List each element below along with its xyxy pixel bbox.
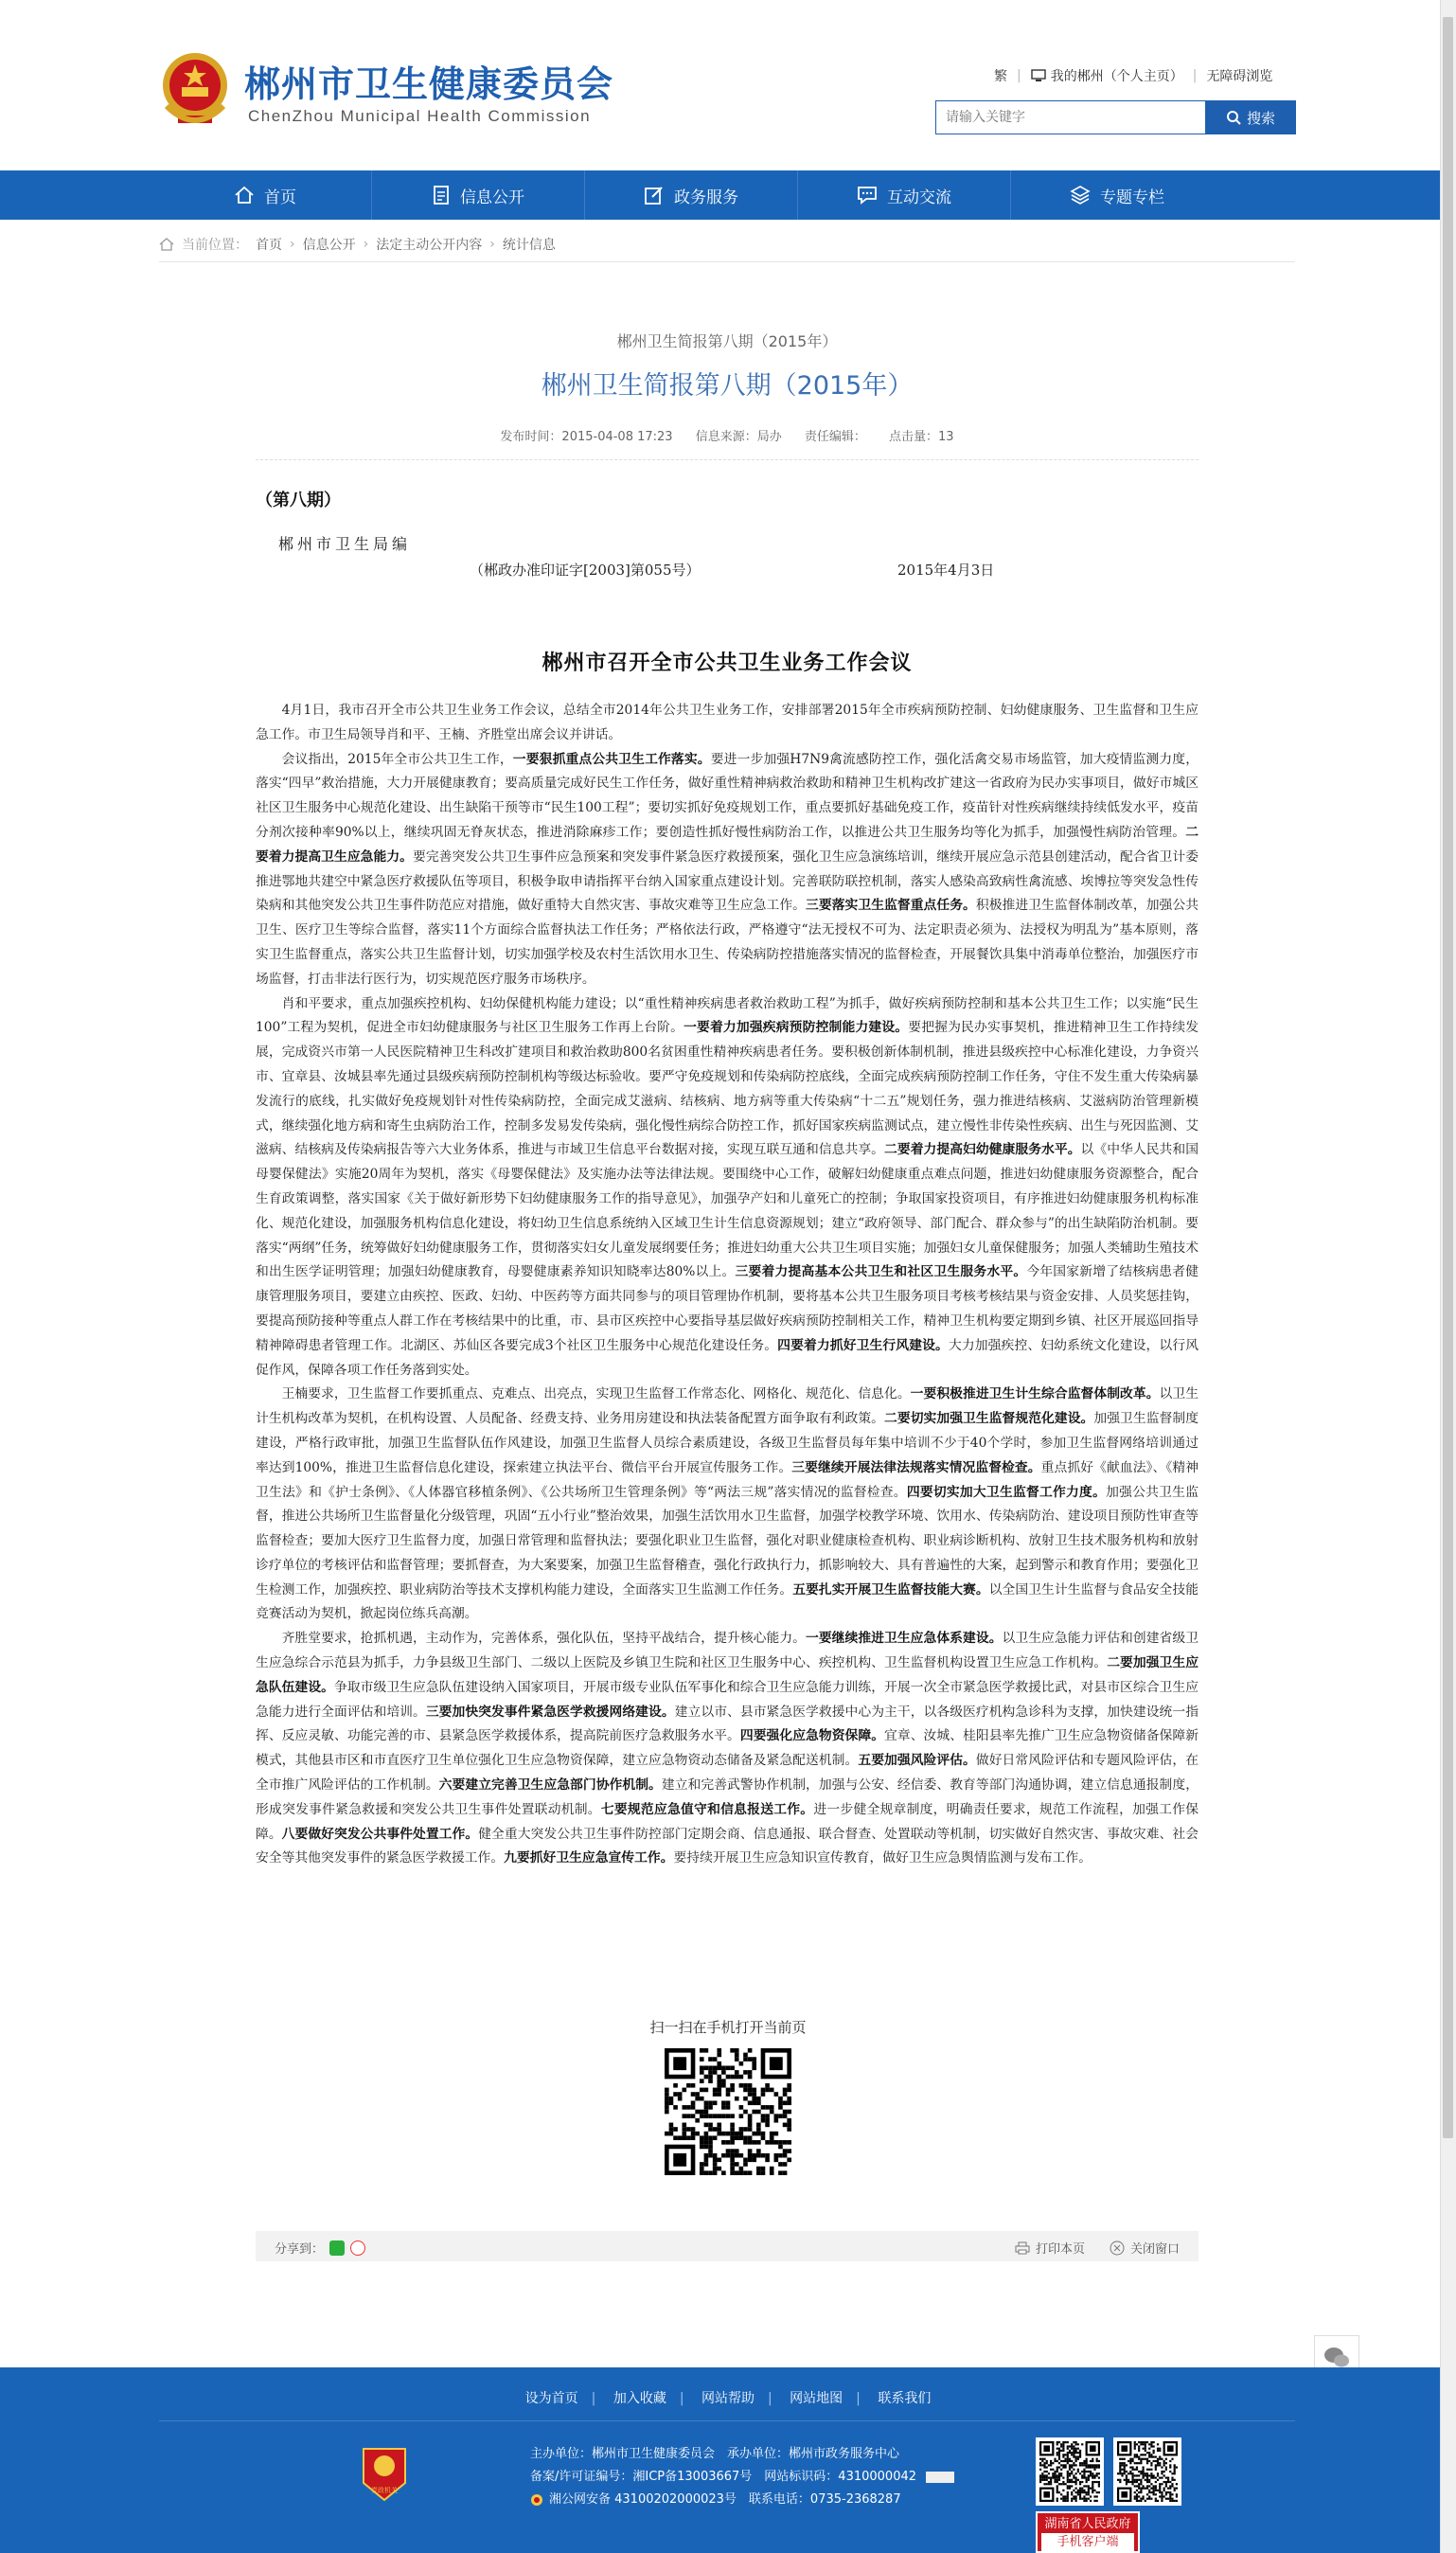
footer-link-bookmark[interactable]: 加入收藏 xyxy=(613,2391,666,2406)
weibo-share-icon[interactable] xyxy=(350,2241,365,2256)
layers-icon xyxy=(1070,185,1091,205)
gov-title: 湖南省人民政府 xyxy=(1044,2517,1131,2531)
print-button[interactable] xyxy=(1015,2239,1085,2257)
emphasis-text: 三要加快突发事件紧急医学救援网络建设。 xyxy=(425,1704,675,1720)
emphasis-text: 五要扎实开展卫生监督技能大赛。 xyxy=(792,1581,989,1598)
paragraph-text: 4月1日，我市召开全市公共卫生业务工作会议，总结全市2014年公共卫生业务工作，安排部署2015年全市疾病预防控制、妇幼健康服务、卫生监督和卫生应急工作。市卫生局领导肖和平、王楠、齐胜堂出席会议并讲话。 xyxy=(256,703,1199,742)
divider xyxy=(159,261,1295,262)
paragraph-text: 重点抓好《献血法》、《精神卫生法》和《护士条例》、《人体器官移植条例》、《公共场所卫生管理条例》等“两法三规”落实情况的监督检查。 xyxy=(256,1459,1199,1500)
police-badge-icon xyxy=(530,2493,543,2507)
document-date: 2015年4月3日 xyxy=(897,562,995,579)
chat-icon xyxy=(857,186,878,205)
article xyxy=(256,312,1199,1871)
home-icon xyxy=(159,238,174,251)
article-subhead: 郴州卫生简报第八期（2015年） xyxy=(616,332,838,350)
article-paragraph xyxy=(256,699,1199,748)
issuer: 郴州市卫生局编 xyxy=(278,535,412,553)
paragraph-text: 以卫生计生机构改革为契机，在机构设置、人员配备、经费支持、业务用房建设和执法装备配置方面争取有利政策。 xyxy=(256,1386,1199,1427)
divider xyxy=(159,2420,1295,2421)
nav-label: 专题专栏 xyxy=(1100,187,1164,207)
scrollbar-thumb[interactable] xyxy=(1443,17,1453,2138)
footer-links: 设为首页 | 加入收藏 | 网站帮助 | 网站地图 | 联系我们 xyxy=(524,2391,932,2406)
search-button[interactable] xyxy=(1205,100,1296,134)
qr-title: 扫一扫在手机打开当前页 xyxy=(649,2019,807,2036)
footer-info xyxy=(530,2443,954,2511)
main-nav xyxy=(0,170,1456,220)
publish-date: 发布时间：2015-04-08 17:23 xyxy=(500,430,673,444)
breadcrumb xyxy=(159,235,1200,254)
nav-item-info-disclosure[interactable] xyxy=(372,170,585,220)
breadcrumb-item-info[interactable]: 信息公开 xyxy=(302,238,356,253)
emphasis-text: 二要着力提高卫生应急能力。 xyxy=(256,824,1199,865)
document-number: （郴政办准印证字[2003]第055号） xyxy=(470,562,701,579)
accessibility-link[interactable]: 无障碍浏览 xyxy=(1206,69,1273,84)
footer-link-contact[interactable]: 联系我们 xyxy=(878,2391,932,2406)
breadcrumb-item-stats[interactable]: 统计信息 xyxy=(502,238,556,253)
footer-qr-code-2 xyxy=(1113,2437,1181,2506)
search-icon xyxy=(1226,110,1241,125)
monitor-icon xyxy=(1031,69,1046,82)
footer-link-set-home[interactable]: 设为首页 xyxy=(524,2391,578,2406)
paragraph-text: 要完善突发公共卫生事件应急预案和突发事件紧急医疗救援预案，强化卫生应急演练培训，继续开展应急示范县创建活动，配合省卫计委推进鄂地共建空中紧急医疗救援队伍等项目，积极争取申请指挥平台纳入国家重点建设计划。完善联防联控机制，落实人感染高致病性禽流感、埃博拉等突发急性传染病和其他突发公共卫生事件防范应对措施，做好重特大自然灾害、事故灾难等卫生应急工作。 xyxy=(256,848,1199,914)
article-title: 郴州卫生简报第八期（2015年） xyxy=(541,371,914,401)
article-paragraph xyxy=(256,1383,1199,1627)
paragraph-text: 王楠要求，卫生监督工作要抓重点、克难点、出亮点，实现卫生监督工作常态化、网格化、规范化、信息化。 xyxy=(281,1386,911,1402)
document-icon xyxy=(432,185,451,205)
party-government-badge-icon[interactable] xyxy=(360,2445,409,2504)
paragraph-text: 以卫生应急能力评估和创建省级卫生应急综合示范县为抓手，力争县级卫生部门、二级以上医院及乡镇卫生院和社区卫生服务中心、疾控机构、卫生监督机构设置卫生应急工作机构。 xyxy=(256,1631,1199,1671)
emphasis-text: 四要强化应急物资保障。 xyxy=(739,1728,885,1744)
paragraph-text: 建立以市、县市紧急医学救援中心为主干，以各级医疗机构急诊科为支撑，加快建设统一指挥、反应灵敏、功能完善的市、县紧急医学救援体系，提高院前医疗急救服务水平。 xyxy=(256,1704,1199,1744)
paragraph-text: 加强公共卫生监督，推进公共场所卫生监督量化分级管理，巩固“五小行业”整治效果，加强生活饮用水卫生监督，加强学校教学环境、饮用水、传染病防治、建设项目预防性审查等监督检查；要加大医疗卫生监督力度，加强日常管理和监督执法；要强化职业卫生监督，强化对职业健康检查机构、职业病诊断机构、放射卫生技术服务机构和放射诊疗单位的考核评估和监督管理；要抓督查，为大案要案，加强卫生监督稽查，强化行政执行力，抓影响较大、具有普遍性的大案，起到警示和教育作用；要强化卫生检测工作，加强疾控、职业病防治等技术支撑机构能力建设，全面落实卫生监测工作任务。 xyxy=(256,1484,1199,1598)
paragraph-text: 以全国卫生计生监督与食品安全技能竞赛活动为契机，掀起岗位练兵高潮。 xyxy=(256,1581,1199,1622)
emphasis-text: 四要切实加大卫生监督工作力度。 xyxy=(906,1484,1107,1500)
print-label: 打印本页 xyxy=(1035,2242,1085,2257)
paragraph-text: 大力加强疾控、妇幼系统文化建设，以行风促作风，保障各项工作任务落到实处。 xyxy=(256,1337,1199,1378)
article-meta xyxy=(256,426,1199,460)
nav-label: 互动交流 xyxy=(887,187,951,207)
paragraph-text: 积极推进卫生监督体制改革，加强公共卫生、医疗卫生等综合监督，落实11个方面综合监督执法工作任务；严格依法行政，严格遵守“法无授权不可为、法定职责必须为、法授权为明乱为”基本原则，落实卫生监督重点，落实公共卫生监督计划，切实加强学校及农村生活饮用水卫生、传染病防控措施落实情况的监督检查，开展餐饮具集中消毒单位整治，加强医疗市场监督，打击非法行医行为，切实规范医疗服务市场秩序。 xyxy=(256,898,1199,987)
nav-item-special-topics[interactable] xyxy=(1011,170,1223,220)
emphasis-text: 一要继续推进卫生应急体系建设。 xyxy=(806,1631,1003,1647)
breadcrumb-item-legal[interactable]: 法定主动公开内容 xyxy=(376,238,483,253)
nav-label: 政务服务 xyxy=(674,187,738,207)
breadcrumb-item-home[interactable]: 首页 xyxy=(256,238,282,253)
paragraph-text: 肖和平要求，重点加强疾控机构、妇幼保健机构能力建设；以“重性精神疾病患者救治救助工程”为抓手，做好疾病预防控制和基本公共卫生工作；以实施“民生100”工程为契机，促进全市妇幼健康服务与社区卫生服务工作再上台阶。 xyxy=(256,995,1199,1036)
traditional-chinese-link[interactable]: 繁 xyxy=(994,69,1007,84)
nav-item-interaction[interactable] xyxy=(798,170,1011,220)
emphasis-text: 一要积极推进卫生计生综合监督体制改革。 xyxy=(910,1386,1160,1402)
footer-icp: 备案/许可证编号：湘ICP备13003667号 网站标识码：4310000042 xyxy=(530,2466,954,2489)
paragraph-text: 以《中华人民共和国母婴保健法》实施20周年为契机，落实《母婴保健法》及实施办法等法律法规。要围绕中心工作，破解妇幼健康重点难点问题，推进妇幼健康服务资源整合，配合生育政策调整，落实国家《关于做好新形势下妇幼健康服务工作的指导意见》，加强孕产妇和儿童死亡的控制；争取国家投资项目，有序推进妇幼健康服务机构标准化、规范化建设，加强服务机构信息化建设，将妇幼卫生信息系统纳入区域卫生计生信息资源规划；建立“政府领导、部门配合、群众参与”的出生缺陷防治机制。要落实“两纲”任务，统筹做好妇幼健康服务工作，贯彻落实妇女儿童发展纲要任务；推进妇幼重大公共卫生项目实施；加强妇女儿童保健服务；加强人类辅助生殖技术和出生医学证明管理；加强妇幼健康教育，母婴健康素养知识知晓率达80%以上。 xyxy=(256,1142,1199,1280)
emphasis-text: 三要落实卫生监督重点任务。 xyxy=(806,898,976,914)
emphasis-text: 一要着力加强疾病预防控制能力建设。 xyxy=(684,1020,909,1036)
emphasis-text: 九要抓好卫生应急宣传工作。 xyxy=(504,1850,674,1866)
hit-count: 点击量：13 xyxy=(889,430,954,444)
chevron-right-icon: › xyxy=(363,237,369,252)
editor: 责任编辑： xyxy=(804,430,866,444)
my-chenzhou-link[interactable]: 我的郴州（个人主页） xyxy=(1050,69,1183,84)
paragraph-text: 加强卫生监督制度建设，严格行政审批，加强卫生监督队伍作风建设，加强卫生监督人员综合素质建设，各级卫生监督员每年集中培训不少于40个学时，参加卫生监督网络培训通过率达到100%，推进卫生监督信息化建设，探索建立执法平台、微信平台开展宣传服务工作。 xyxy=(256,1411,1199,1475)
paragraph-text: 今年国家新增了结核病患者健康管理服务项目，要建立由疾控、医政、妇幼、中医药等方面共同参与的项目管理协作机制，要将基本公共卫生服务项目考核考核结果与资金安排、人员奖惩挂钩，要提高预防接种等重点人群工作在考核结果中的比重，市、县市区疾控中心要指导基层做好疾病预防控制相关工作，精神卫生机构要定期到乡镇、社区开展巡回指导精神障碍患者管理工作。北湖区、苏仙区各要完成3个社区卫生服务中心规范化建设任务。 xyxy=(256,1264,1199,1353)
document-number-row xyxy=(256,554,1199,582)
emphasis-text: 二要加强卫生应急队伍建设。 xyxy=(256,1655,1199,1695)
issue-number: （第八期） xyxy=(256,491,341,510)
paragraph-text: 争取市级卫生应急队伍建设纳入国家项目，开展市级专业队伍军事化和综合卫生应急能力训练，开展一次全市紧急医学救援比武，对县市区综合卫生应急能力进行全面评估和培训。 xyxy=(256,1679,1199,1720)
search-button-label: 搜索 xyxy=(1246,109,1275,127)
site-name[interactable]: 郴州市卫生健康委员会 xyxy=(244,63,614,105)
article-paragraph xyxy=(256,1627,1199,1871)
emphasis-text: 四要着力抓好卫生行风建设。 xyxy=(777,1337,949,1353)
article-heading: 郴州市召开全市公共卫生业务工作会议 xyxy=(542,651,913,675)
emphasis-text: 三要继续开展法律法规落实情况监督检查。 xyxy=(791,1459,1041,1475)
site-footer xyxy=(0,2367,1456,2553)
chevron-right-icon: › xyxy=(290,237,295,252)
emphasis-text: 二要切实加强卫生监督规范化建设。 xyxy=(884,1411,1094,1427)
footer-link-sitemap[interactable]: 网站地图 xyxy=(790,2391,843,2406)
paragraph-text: 进一步健全规章制度，明确责任要求，规范工作流程，加强工作保障。 xyxy=(256,1801,1199,1842)
close-window-button[interactable] xyxy=(1110,2239,1180,2257)
qr-code xyxy=(665,2048,791,2175)
share-label: 分享到： xyxy=(275,2242,325,2257)
paragraph-text: 会议指出，2015年全市公共卫生工作， xyxy=(281,751,513,767)
paragraph-text: 健全重大突发公共卫生事件防控部门定期会商、信息通报、联合督查、处置联动等机制，切实做好自然灾害、事故灾难、社会安全等其他突发事件的紧急医学救援工作。 xyxy=(256,1826,1199,1866)
site-name-english: ChenZhou Municipal Health Commission xyxy=(248,107,592,125)
paragraph-text: 要持续开展卫生应急知识宣传教育，做好卫生应急舆情监测与发布工作。 xyxy=(673,1850,1092,1866)
footer-organizer: 主办单位：郴州市卫生健康委员会 承办单位：郴州市政务服务中心 xyxy=(530,2447,900,2461)
hunan-gov-app-badge[interactable] xyxy=(1036,2511,1140,2553)
paragraph-text: 建立和完善武警协作机制，加强与公安、经信委、教育等部门沟通协调，建立信息通报制度，形成突发事件紧急救援和突发公共卫生事件处置联动机制。 xyxy=(256,1777,1199,1817)
badge-text: 党政机关 xyxy=(371,2487,398,2494)
national-emblem-icon xyxy=(159,49,231,129)
article-paragraph xyxy=(256,992,1199,1384)
gov-subtitle: 手机客户端 xyxy=(1041,2533,1134,2551)
article-paragraph xyxy=(256,748,1199,992)
emphasis-text: 六要建立完善卫生应急部门协作机制。 xyxy=(438,1777,662,1794)
home-icon xyxy=(234,186,255,205)
chevron-right-icon: › xyxy=(489,237,495,252)
close-label: 关闭窗口 xyxy=(1129,2242,1180,2257)
emphasis-text: 二要着力提高妇幼健康服务水平。 xyxy=(884,1142,1081,1158)
emphasis-text: 五要加强风险评估。 xyxy=(858,1753,976,1769)
breadcrumb-prefix: 当前位置： xyxy=(182,238,248,253)
nav-label: 信息公开 xyxy=(460,187,524,207)
nav-label: 首页 xyxy=(264,187,296,207)
info-source: 信息来源：局办 xyxy=(695,430,782,444)
cnzz-badge-icon[interactable] xyxy=(926,2472,954,2483)
article-body xyxy=(256,699,1199,1871)
paragraph-text: 宜章、汝城、桂阳县率先推广卫生应急物资储备保障新模式，其他县市区和市直医疗卫生单位强化卫生应急物资保障，建立应急物资动态储备及紧急配送机制。 xyxy=(256,1728,1199,1769)
wechat-share-icon[interactable] xyxy=(329,2241,345,2256)
emphasis-text: 七要规范应急值守和信息报送工作。 xyxy=(600,1801,814,1817)
close-icon xyxy=(1110,2241,1125,2256)
footer-qr-code-1 xyxy=(1036,2437,1104,2506)
nav-item-government-services[interactable] xyxy=(585,170,798,220)
printer-icon xyxy=(1015,2241,1030,2255)
site-header xyxy=(0,0,1456,170)
edit-icon xyxy=(644,185,665,205)
emphasis-text: 八要做好突发公共事件处置工作。 xyxy=(281,1826,479,1842)
share-bar xyxy=(256,2231,1199,2261)
emphasis-text: 三要着力提高基本公共卫生和社区卫生服务水平。 xyxy=(735,1264,1027,1280)
paragraph-text: 做好日常风险评估和专题风险评估，在全市推广风险评估的工作机制。 xyxy=(256,1753,1199,1794)
paragraph-text: 要把握为民办实事契机，推进精神卫生工作持续发展，完成资兴市第一人民医院精神卫生科改扩建项目和救治救助800名贫困重性精神疾病患者任务。要积极创新体制机制，推进县级疾控中心标准化建设，力争资兴市、宜章县、汝城县率先通过县级疾病预防控制机构等级达标验收。要严守免疫规划和传染病防控底线，全面完成疾病预防控制工作任务，守住不发生重大传染病暴发流行的底线，扎实做好免疫规划针对性传染病防控，全面完成艾滋病、结核病、地方病等重大传染病“十二五”规划任务，强力推进结核病、艾滋病防治管理新模式，继续强化地方病和寄生虫病防治工作，控制多发易发传染病，强化慢性病综合防控工作，抓好国家疾病监测试点，建立慢性非传染性疾病、出生与死因监测、艾滋病、结核病及传染病报告等六大业务体系，推进与市域卫生信息平台数据对接，实现互联互通和信息共享。 xyxy=(256,1020,1199,1158)
top-links: 繁 | 我的郴州（个人主页） | 无障碍浏览 xyxy=(994,68,1273,84)
emphasis-text: 一要狠抓重点公共卫生工作落实。 xyxy=(512,751,711,767)
footer-link-help[interactable]: 网站帮助 xyxy=(701,2391,755,2406)
qr-code xyxy=(1117,2441,1178,2502)
footer-police: 湘公网安备 43100202000023号 联系电话：0735-2368287 xyxy=(530,2489,954,2511)
qr-code xyxy=(1039,2441,1100,2502)
nav-item-home[interactable] xyxy=(159,170,372,220)
paragraph-text: 要进一步加强H7N9禽流感防控工作，强化活禽交易市场监管，加大疫情监测力度，落实“四早”救治措施，大力开展健康教育；要高质量完成好民生工作任务，做好重性精神病救治救助和精神卫生机构改扩建这一省政府为民办实事项目，做好市城区社区卫生服务中心规范化建设、出生缺陷干预等市“民生100工程”；要切实抓好免疫规划工作，重点要抓好基础免疫工作，疫苗针对性疾病继续持续低发水平，疫苗分剂次接种率90%以上，继续巩固无脊灰状态，推进消除麻疹工作；要创造性抓好慢性病防治工作，以推进公共卫生服务均等化为抓手，加强慢性病防治管理。 xyxy=(256,751,1199,840)
search-input[interactable] xyxy=(935,100,1206,134)
paragraph-text: 齐胜堂要求，抢抓机遇，主动作为，完善体系，强化队伍，坚持平战结合，提升核心能力。 xyxy=(281,1631,806,1647)
